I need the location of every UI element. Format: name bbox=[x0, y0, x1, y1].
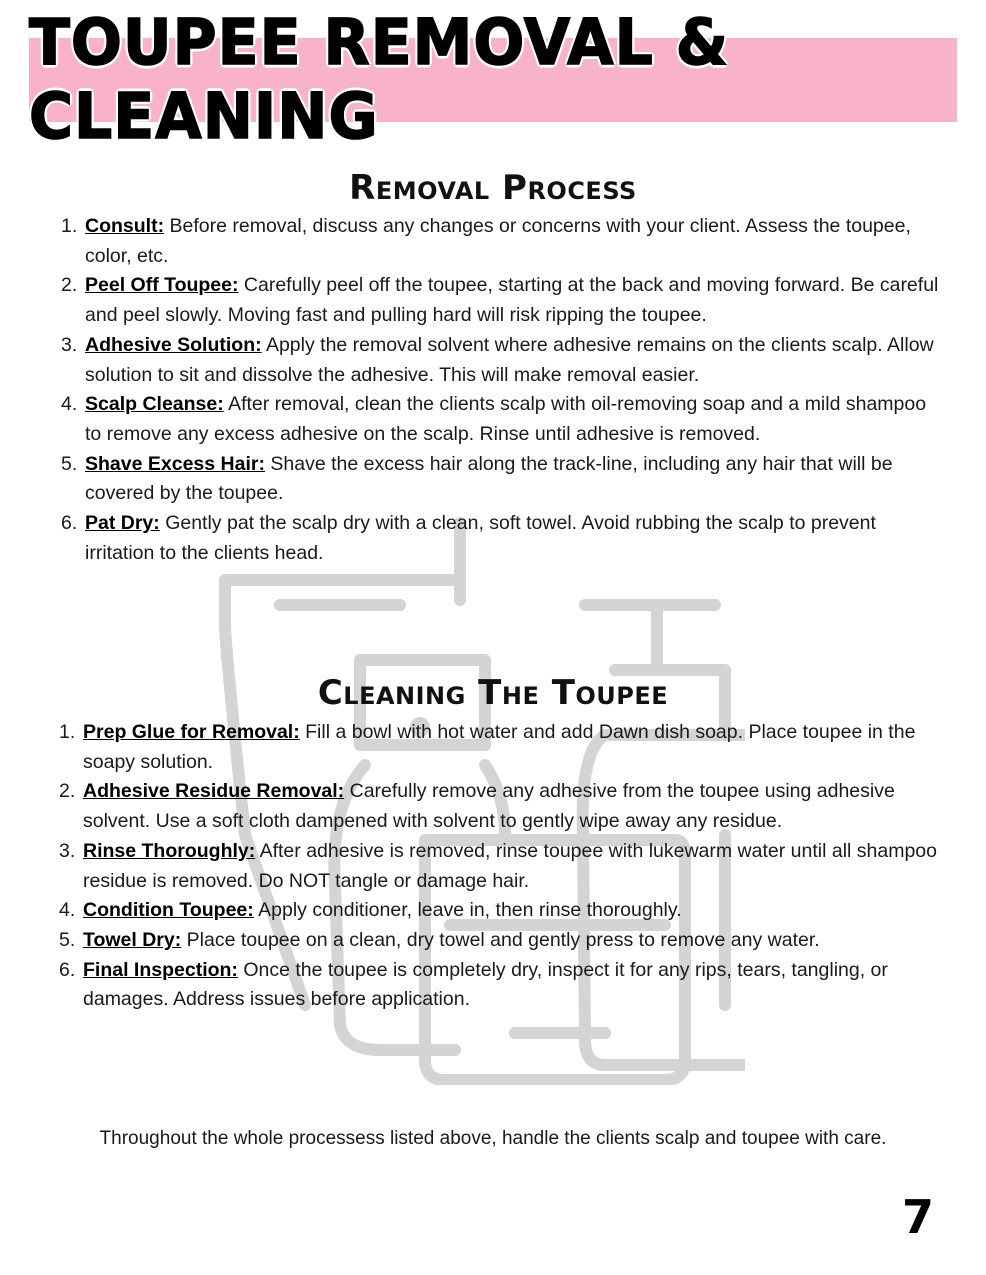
list-item: 2. Peel Off Toupee: Carefully peel off the toupee, starting at the back and moving forward. Be careful and peel slowly. Moving fast and pulling hard will risk ripping the toupee. bbox=[61, 274, 939, 327]
step-label: Peel Off Toupee: bbox=[85, 274, 239, 297]
page-title: TOUPEE REMOVAL & CLEANING bbox=[29, 6, 730, 154]
step-text: Fill a bowl with hot water and add Dawn dish soap. Place toupee in the soapy solution. bbox=[83, 721, 916, 773]
list-item: 3. Rinse Thoroughly: After adhesive is removed, rinse toupee with lukewarm water until all shampoo residue is removed. Do NOT tangle or damage hair. bbox=[59, 839, 937, 892]
step-text: After adhesive is removed, rinse toupee with lukewarm water until all shampoo residue is removed. Do NOT tangle or damage hair. bbox=[83, 839, 937, 892]
step-label: Rinse Thoroughly: bbox=[83, 839, 256, 862]
step-label: Towel Dry: bbox=[83, 928, 182, 951]
list-item: 2. Adhesive Residue Removal: Carefully remove any adhesive from the toupee using adhesive solvent. Use a soft cloth dampened with solvent to gently wipe away any residue. bbox=[59, 780, 895, 833]
step-text: After removal, clean the clients scalp with oil-removing soap and a mild shampoo to remove any excess adhesive on the scalp. Rinse until adhesive is removed. bbox=[85, 393, 927, 445]
step-text: Shave the excess hair along the track-line, including any hair that will be covered by the toupee. bbox=[85, 452, 893, 505]
title-banner bbox=[29, 6, 957, 154]
cleaning-steps-list bbox=[59, 718, 943, 1015]
step-text: Before removal, discuss any changes or concerns with your client. Assess the toupee, color, etc. bbox=[85, 215, 911, 267]
step-label: Scalp Cleanse: bbox=[85, 393, 224, 416]
step-label: Shave Excess Hair: bbox=[85, 452, 265, 475]
step-label: Pat Dry: bbox=[85, 512, 160, 535]
step-text: Once the toupee is completely dry, inspect it for any rips, tears, tangling, or damages. Address issues before application. bbox=[83, 958, 888, 1011]
step-label: Adhesive Solution: bbox=[85, 333, 262, 356]
step-text: Place toupee on a clean, dry towel and gently press to remove any water. bbox=[181, 928, 820, 951]
step-label: Condition Toupee: bbox=[83, 899, 254, 922]
step-label: Prep Glue for Removal: bbox=[83, 721, 300, 743]
step-text: Apply conditioner, leave in, then rinse thoroughly. bbox=[253, 899, 682, 922]
list-item: 5. Towel Dry: Place toupee on a clean, dry towel and gently press to remove any water. bbox=[59, 928, 820, 951]
removal-steps-list bbox=[61, 212, 941, 568]
page-number: 7 bbox=[901, 1190, 934, 1244]
cleaning-heading: Cleaning The Toupee bbox=[317, 673, 669, 713]
list-item: 4. Scalp Cleanse: After removal, clean the clients scalp with oil-removing soap and a mild shampoo to remove any excess adhesive on the scalp. Rinse until adhesive is removed. bbox=[61, 393, 927, 445]
footer-note: Throughout the whole processess listed above, handle the clients scalp and toupee with care. bbox=[99, 1128, 887, 1149]
step-text: Apply the removal solvent where adhesive remains on the clients scalp. Allow solution to sit and dissolve the adhesive. This will make removal easier. bbox=[85, 333, 934, 386]
list-item: 6. Final Inspection: Once the toupee is completely dry, inspect it for any rips, tears, tangling, or damages. Address issues before application. bbox=[59, 958, 888, 1011]
removal-process-heading: Removal Process bbox=[349, 168, 637, 208]
list-item: 6. Pat Dry: Gently pat the scalp dry with a clean, soft towel. Avoid rubbing the scalp to prevent irritation to the clients head. bbox=[61, 512, 876, 564]
list-item: 3. Adhesive Solution: Apply the removal solvent where adhesive remains on the clients scalp. Allow solution to sit and dissolve the adhesive. This will make removal easier. bbox=[61, 333, 934, 386]
step-label: Final Inspection: bbox=[83, 958, 238, 981]
step-label: Adhesive Residue Removal: bbox=[83, 780, 345, 803]
list-item: 1. Prep Glue for Removal: Fill a bowl with hot water and add Dawn dish soap. Place toupee in the soapy solution. bbox=[59, 721, 916, 773]
list-item: 5. Shave Excess Hair: Shave the excess hair along the track-line, including any hair that will be covered by the toupee. bbox=[61, 452, 893, 505]
list-item: 4. Condition Toupee: Apply conditioner, leave in, then rinse thoroughly. bbox=[59, 899, 682, 922]
step-label: Consult: bbox=[85, 215, 165, 237]
step-text: Carefully peel off the toupee, starting at the back and moving forward. Be careful and peel slowly. Moving fast and pulling hard will risk ripping the toupee. bbox=[85, 274, 939, 327]
step-text: Carefully remove any adhesive from the toupee using adhesive solvent. Use a soft cloth dampened with solvent to gently wipe away any residue. bbox=[83, 780, 895, 833]
step-text: Gently pat the scalp dry with a clean, soft towel. Avoid rubbing the scalp to prevent irritation to the clients head. bbox=[85, 512, 876, 564]
list-item: 1. Consult: Before removal, discuss any changes or concerns with your client. Assess the toupee, color, etc. bbox=[61, 215, 911, 267]
